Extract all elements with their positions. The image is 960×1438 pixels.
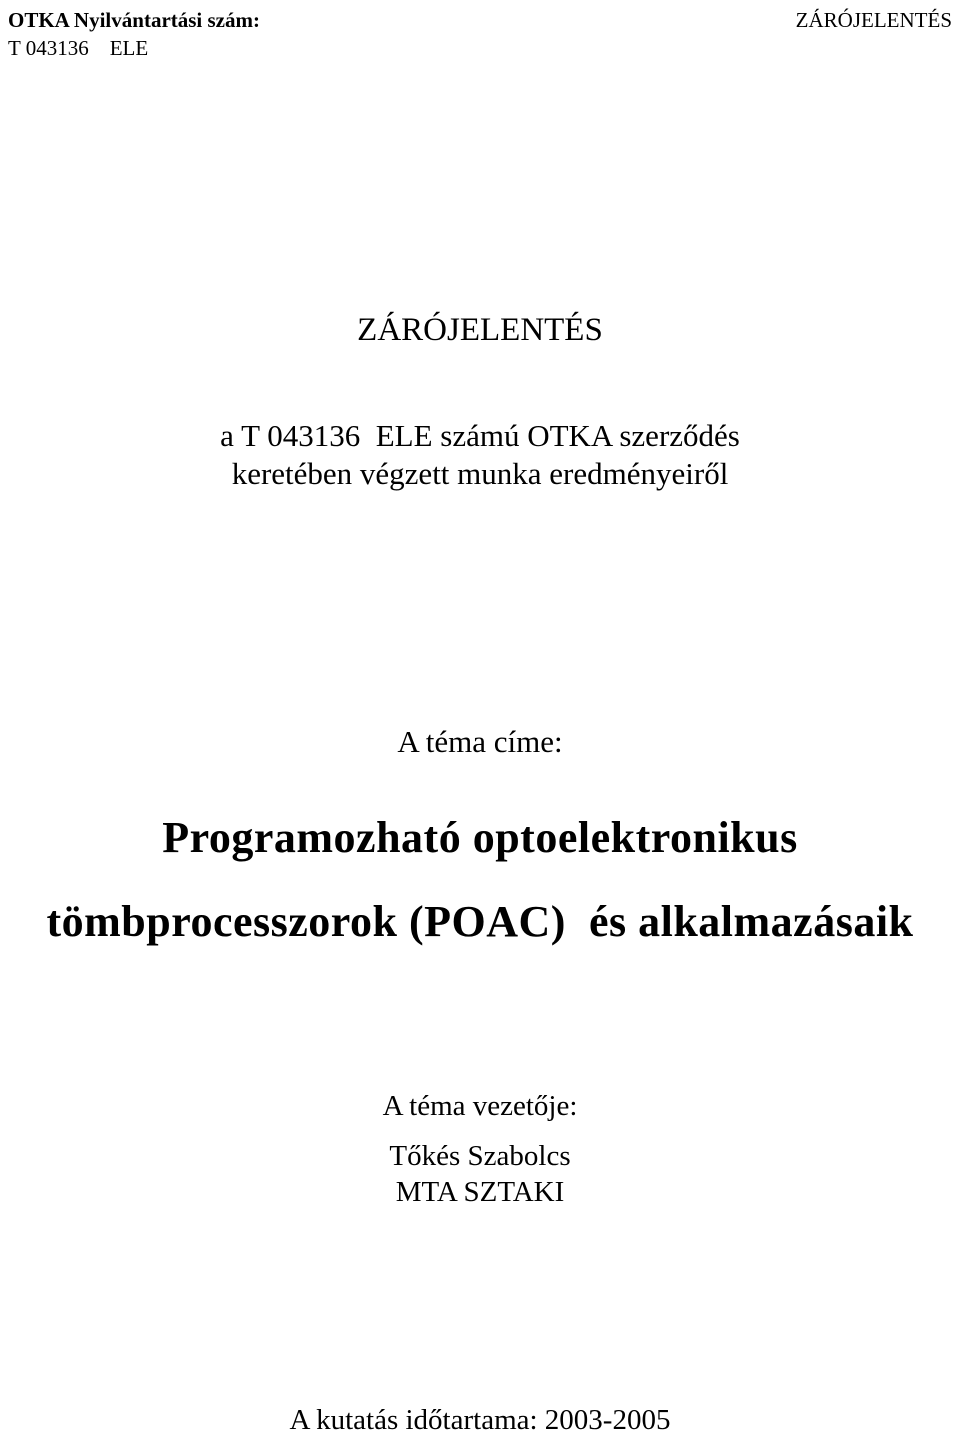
leader-name: Tőkés Szabolcs (389, 1140, 571, 1172)
leader-block (0, 1088, 960, 1210)
page-title: ZÁRÓJELENTÉS (357, 312, 603, 348)
topic-title-line-1: Programozható optoelektronikus (162, 813, 798, 862)
header-registration-number: T 043136 ELE (8, 36, 149, 60)
header-registration (8, 6, 260, 62)
subtitle-line-1: a T 043136 ELE számú OTKA szerződés (220, 418, 740, 453)
header-registration-label: OTKA Nyilvántartási szám: (8, 8, 260, 32)
topic-label: A téma címe: (397, 724, 563, 759)
leader-label: A téma vezetője: (382, 1090, 578, 1122)
subtitle-line-2: keretében végzett munka eredményeiről (231, 456, 729, 491)
header-report-type: ZÁRÓJELENTÉS (795, 8, 952, 32)
topic-title-line-2: tömbprocesszorok (POAC) és alkalmazásaik (46, 897, 914, 946)
research-period: A kutatás időtartama: 2003-2005 (289, 1404, 671, 1436)
leader-institution: MTA SZTAKI (395, 1176, 565, 1208)
subtitle (0, 417, 960, 493)
